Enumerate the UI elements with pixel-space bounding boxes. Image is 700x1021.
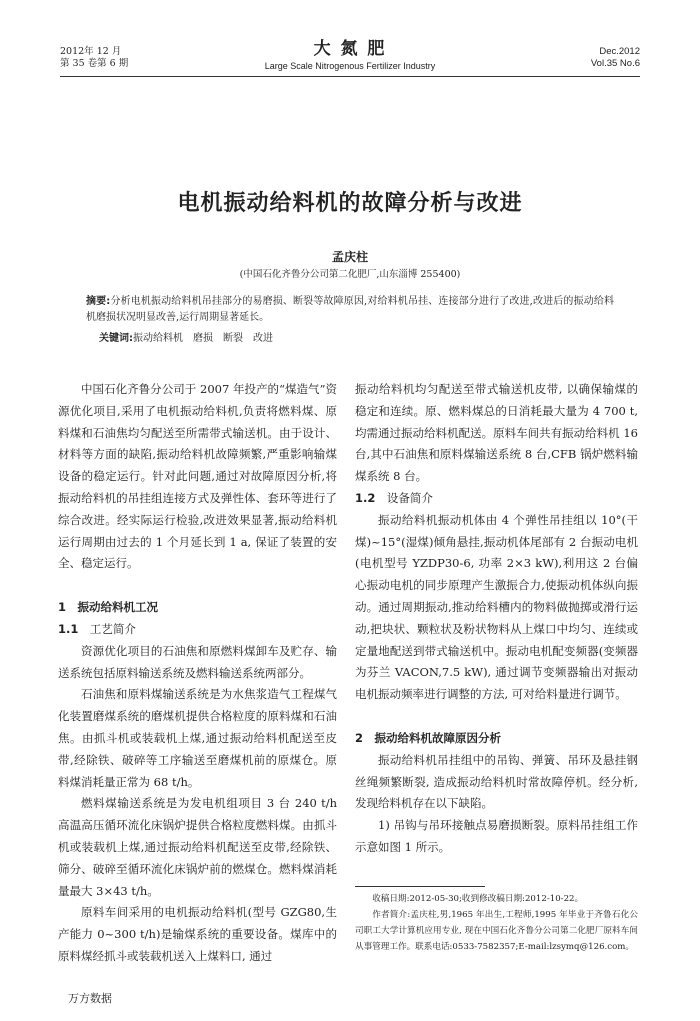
body-paragraph: 1) 吊钩与吊环接触点易磨损断裂。原料吊挂组工作示意如图 1 所示。 bbox=[355, 818, 638, 854]
issue-date-en: Dec.2012 bbox=[599, 46, 640, 57]
footnote-rule bbox=[355, 886, 485, 887]
abstract-text: 分析电机振动给料机吊挂部分的易磨损、断裂等故障原因,对给料机吊挂、连接部分进行了改进,改进后的振动给料机磨损状况明显改善,运行周期显著延长。 bbox=[86, 296, 615, 323]
keywords bbox=[99, 331, 273, 347]
source-watermark: 万方数据 bbox=[68, 992, 112, 1005]
issue-date-cn: 2012年 12 月 bbox=[60, 46, 122, 57]
keywords-label: 关键词: bbox=[99, 333, 133, 344]
author-bio: 作者简介:孟庆柱,男,1965 年出生,工程师,1995 年毕业于齐鲁石化公司职工大学计算机应用专业, 现在中国石化齐鲁分公司第二化肥厂原料车间从事管理工作。联系电话:0533-7582357;E-mail:lzsymq@126.com。 bbox=[355, 910, 638, 952]
section-title: 工艺简介 bbox=[89, 621, 136, 636]
header-rule bbox=[60, 76, 640, 77]
body-paragraph: 振动给料机吊挂组中的吊钩、弹簧、吊环及悬挂钢丝绳频繁断裂, 造成振动给料机时常故障停机。经分析,发现给料机存在以下缺陷。 bbox=[355, 752, 638, 811]
section-number: 1.1 bbox=[58, 621, 79, 636]
footnote bbox=[355, 886, 638, 955]
body-paragraph: 燃料煤输送系统是为发电机组项目 3 台 240 t/h 高温高压循环流化床锅炉提供合格粒度燃料煤。由抓斗机或装载机上煤,通过振动给料机配送至皮带,经除铁、筛分、破碎至循环流化床锅炉前的燃煤仓。燃料煤消耗量最大 3×43 t/h。 bbox=[58, 796, 337, 898]
right-column bbox=[355, 379, 638, 859]
body-paragraph: 振动给料机振动机体由 4 个弹性吊挂组以 10°(干煤)~15°(湿煤)倾角悬挂,振动机体尾部有 2 台振动电机 (电机型号 YZDP30-6, 功率 2×3 kW),利用这 2 台偏心振动电机的同步原理产生激振合力,使振动机体纵向振动。通过周期振动,推动给料槽内的物料做抛掷或滑行运动,把块状、颗粒状及粉状物料从上煤口中均匀、连续或定量地配送到带式输送机中。振动电机配变频器(变频器为芬兰 VACON,7.5 kW), 通过调节变频器输出对振动电机振动频率进行调整的方法, 可对给料量进行调节。 bbox=[355, 512, 638, 702]
section-1-2-heading bbox=[355, 488, 638, 510]
journal-name-en: Large Scale Nitrogenous Fertilizer Industry bbox=[264, 61, 436, 71]
section-1-heading bbox=[58, 597, 337, 619]
section-number: 2 bbox=[355, 730, 364, 745]
body-paragraph: 石油焦和原料煤输送系统是为水焦浆造气工程煤气化装置磨煤系统的磨煤机提供合格粒度的原料煤和石油焦。由抓斗机或装载机上煤,通过振动给料机配送至皮带,经除铁、破碎等工序输送至磨煤机前的原煤仓。原料煤消耗量正常为 68 t/h。 bbox=[58, 687, 337, 789]
section-number: 1 bbox=[58, 600, 67, 615]
author-affiliation: (中国石化齐鲁分公司第二化肥厂,山东淄博 255400) bbox=[239, 269, 461, 280]
section-title: 振动给料机工况 bbox=[77, 600, 159, 615]
body-paragraph: 资源优化项目的石油焦和原燃料煤卸车及贮存、输送系统包括原料输送系统及燃料输送系统两部分。 bbox=[58, 643, 337, 680]
abstract bbox=[86, 294, 614, 326]
section-1-1-heading bbox=[58, 619, 337, 641]
abstract-label: 摘要: bbox=[86, 296, 111, 307]
journal-name bbox=[60, 40, 640, 72]
volume-issue-cn: 第 35 卷第 6 期 bbox=[60, 58, 129, 69]
running-header bbox=[60, 40, 640, 74]
section-2-heading bbox=[355, 728, 638, 750]
section-title: 振动给料机故障原因分析 bbox=[374, 730, 502, 745]
author-name: 孟庆柱 bbox=[331, 250, 368, 264]
issue-info-en bbox=[591, 46, 640, 70]
article-title: 电机振动给料机的故障分析与改进 bbox=[177, 191, 523, 216]
body-paragraph: 原料车间采用的电机振动给料机(型号 GZG80,生产能力 0~300 t/h)是输煤系统的重要设备。煤库中的原料煤经抓斗或装载机送入上煤料口, 通过 bbox=[58, 905, 337, 963]
section-title: 设备简介 bbox=[386, 490, 433, 505]
keywords-text: 振动给料机 磨损 断裂 改进 bbox=[133, 333, 273, 344]
left-column bbox=[58, 379, 337, 968]
received-dates: 收稿日期:2012-05-30;收到修改稿日期:2012-10-22。 bbox=[372, 894, 584, 904]
intro-paragraph: 中国石化齐鲁分公司于 2007 年投产的“煤造气”资源优化项目,采用了电机振动给料机,负责将燃料煤、原料煤和石油焦均匀配送至所需带式输送机。由于设计、材料等方面的缺陷,振动给料机故障频繁,严重影响输煤设备的稳定运行。针对此问题,通过对故障原因分析,将振动给料机的吊挂组连接方式及弹性体、套环等进行了综合改进。经实际运行检验,改进效果显著,振动给料机运行周期由过去的 1 个月延长到 1 a, 保证了装置的安全、稳定运行。 bbox=[58, 382, 337, 571]
section-number: 1.2 bbox=[355, 490, 376, 505]
journal-logo-cn: 大 氮 肥 bbox=[313, 39, 387, 59]
body-paragraph: 振动给料机均匀配送至带式输送机皮带, 以确保输煤的稳定和连续。原、燃料煤总的日消耗最大量为 4 700 t,均需通过振动给料机配送。原料车间共有振动给料机 16 台,其中石油焦和原料煤输送系统 8 台,CFB 锅炉燃料输煤系统 8 台。 bbox=[355, 382, 638, 484]
volume-issue-en: Vol.35 No.6 bbox=[590, 58, 640, 69]
